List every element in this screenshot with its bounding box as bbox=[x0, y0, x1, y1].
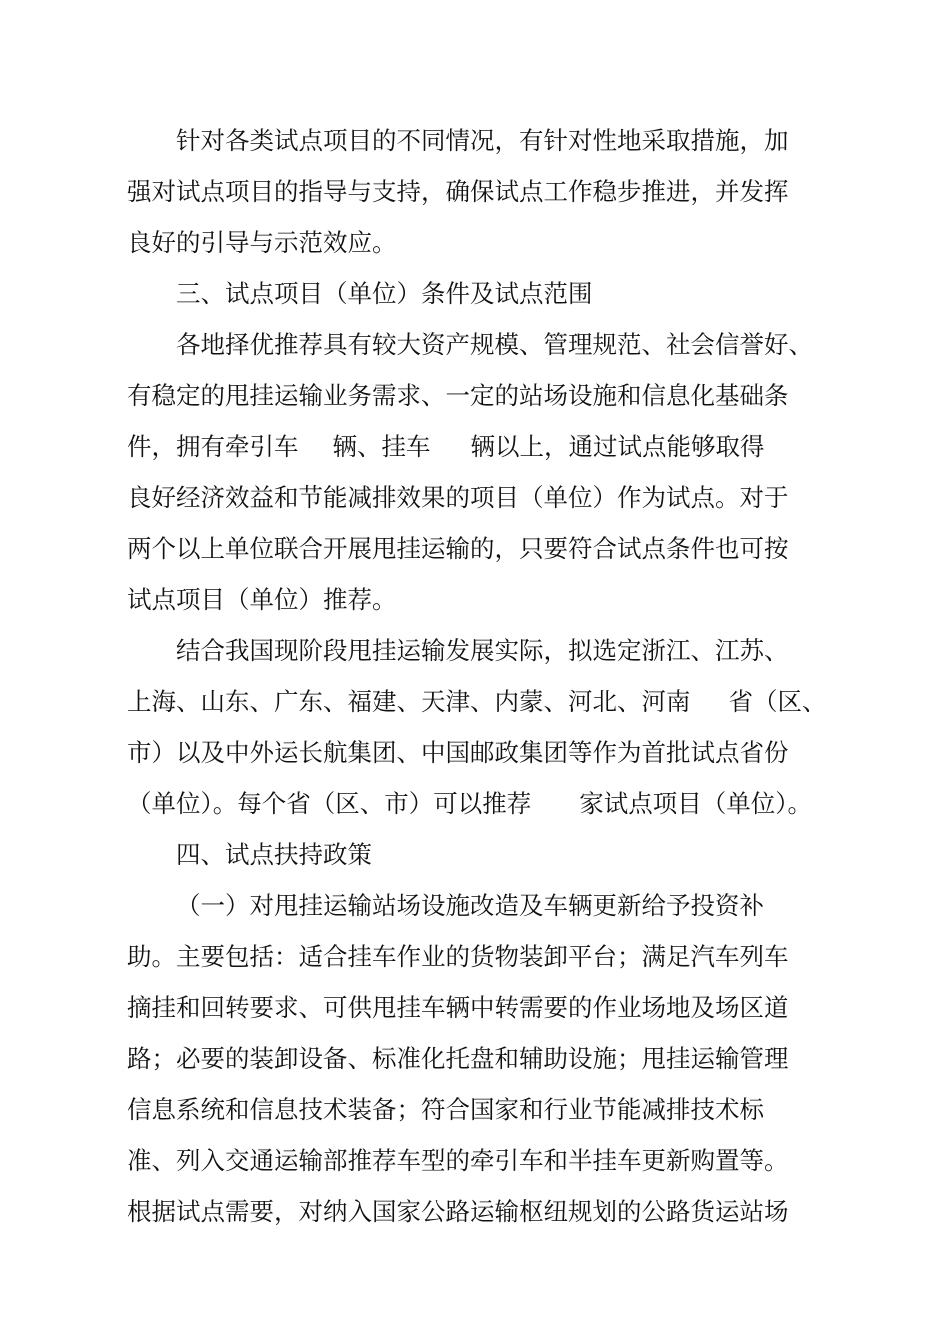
text-segment: 上海、山东、广东、福建、天津、内蒙、河北、河南 bbox=[127, 687, 691, 716]
paragraph-line: 良好的引导与示范效应。 bbox=[127, 228, 397, 257]
paragraph-line-with-blank bbox=[127, 787, 812, 821]
text-segment: 省（区、 bbox=[728, 687, 827, 716]
text-segment: 辆、挂车 bbox=[332, 432, 431, 461]
paragraph-line: 准、列入交通运输部推荐车型的牵引车和半挂车更新购置等。 bbox=[127, 1146, 789, 1175]
paragraph-line-with-blank bbox=[127, 685, 827, 719]
section-heading-3: 三、试点项目（单位）条件及试点范围 bbox=[176, 279, 593, 308]
paragraph-line: 各地择优推荐具有较大资产规模、管理规范、社会信誉好、 bbox=[176, 330, 813, 359]
paragraph-line-with-blanks bbox=[127, 430, 807, 464]
paragraph-line: 根据试点需要，对纳入国家公路运输枢纽规划的公路货运站场 bbox=[127, 1197, 789, 1226]
paragraph-line: 良好经济效益和节能减排效果的项目（单位）作为试点。对于 bbox=[127, 483, 789, 512]
paragraph-line: 强对试点项目的指导与支持，确保试点工作稳步推进，并发挥 bbox=[127, 177, 789, 206]
paragraph-line: （一）对甩挂运输站场设施改造及车辆更新给予投资补 bbox=[176, 891, 764, 920]
paragraph-line: 信息系统和信息技术装备；符合国家和行业节能减排技术标 bbox=[127, 1095, 764, 1124]
text-segment: 家试点项目（单位）。 bbox=[579, 789, 812, 818]
paragraph-line: 摘挂和回转要求、可供甩挂车辆中转需要的作业场地及场区道 bbox=[127, 993, 789, 1022]
text-segment: （单位）。每个省（区、市）可以推荐 bbox=[127, 789, 532, 818]
paragraph-line: 助。主要包括：适合挂车作业的货物装卸平台；满足汽车列车 bbox=[127, 942, 789, 971]
paragraph-line: 针对各类试点项目的不同情况，有针对性地采取措施，加 bbox=[176, 126, 789, 155]
paragraph-line: 结合我国现阶段甩挂运输发展实际，拟选定浙江、江苏、 bbox=[176, 636, 789, 665]
paragraph-line: 市）以及中外运长航集团、中国邮政集团等作为首批试点省份 bbox=[127, 738, 789, 767]
section-heading-4: 四、试点扶持政策 bbox=[176, 840, 372, 869]
text-segment: 辆以上，通过试点能够取得 bbox=[470, 432, 765, 461]
text-segment: 件，拥有牵引车 bbox=[127, 432, 299, 461]
paragraph-line: 路；必要的装卸设备、标准化托盘和辅助设施；甩挂运输管理 bbox=[127, 1044, 789, 1073]
paragraph-line: 两个以上单位联合开展甩挂运输的，只要符合试点条件也可按 bbox=[127, 534, 789, 563]
paragraph-line: 试点项目（单位）推荐。 bbox=[127, 585, 397, 614]
paragraph-line: 有稳定的甩挂运输业务需求、一定的站场设施和信息化基础条 bbox=[127, 381, 789, 410]
